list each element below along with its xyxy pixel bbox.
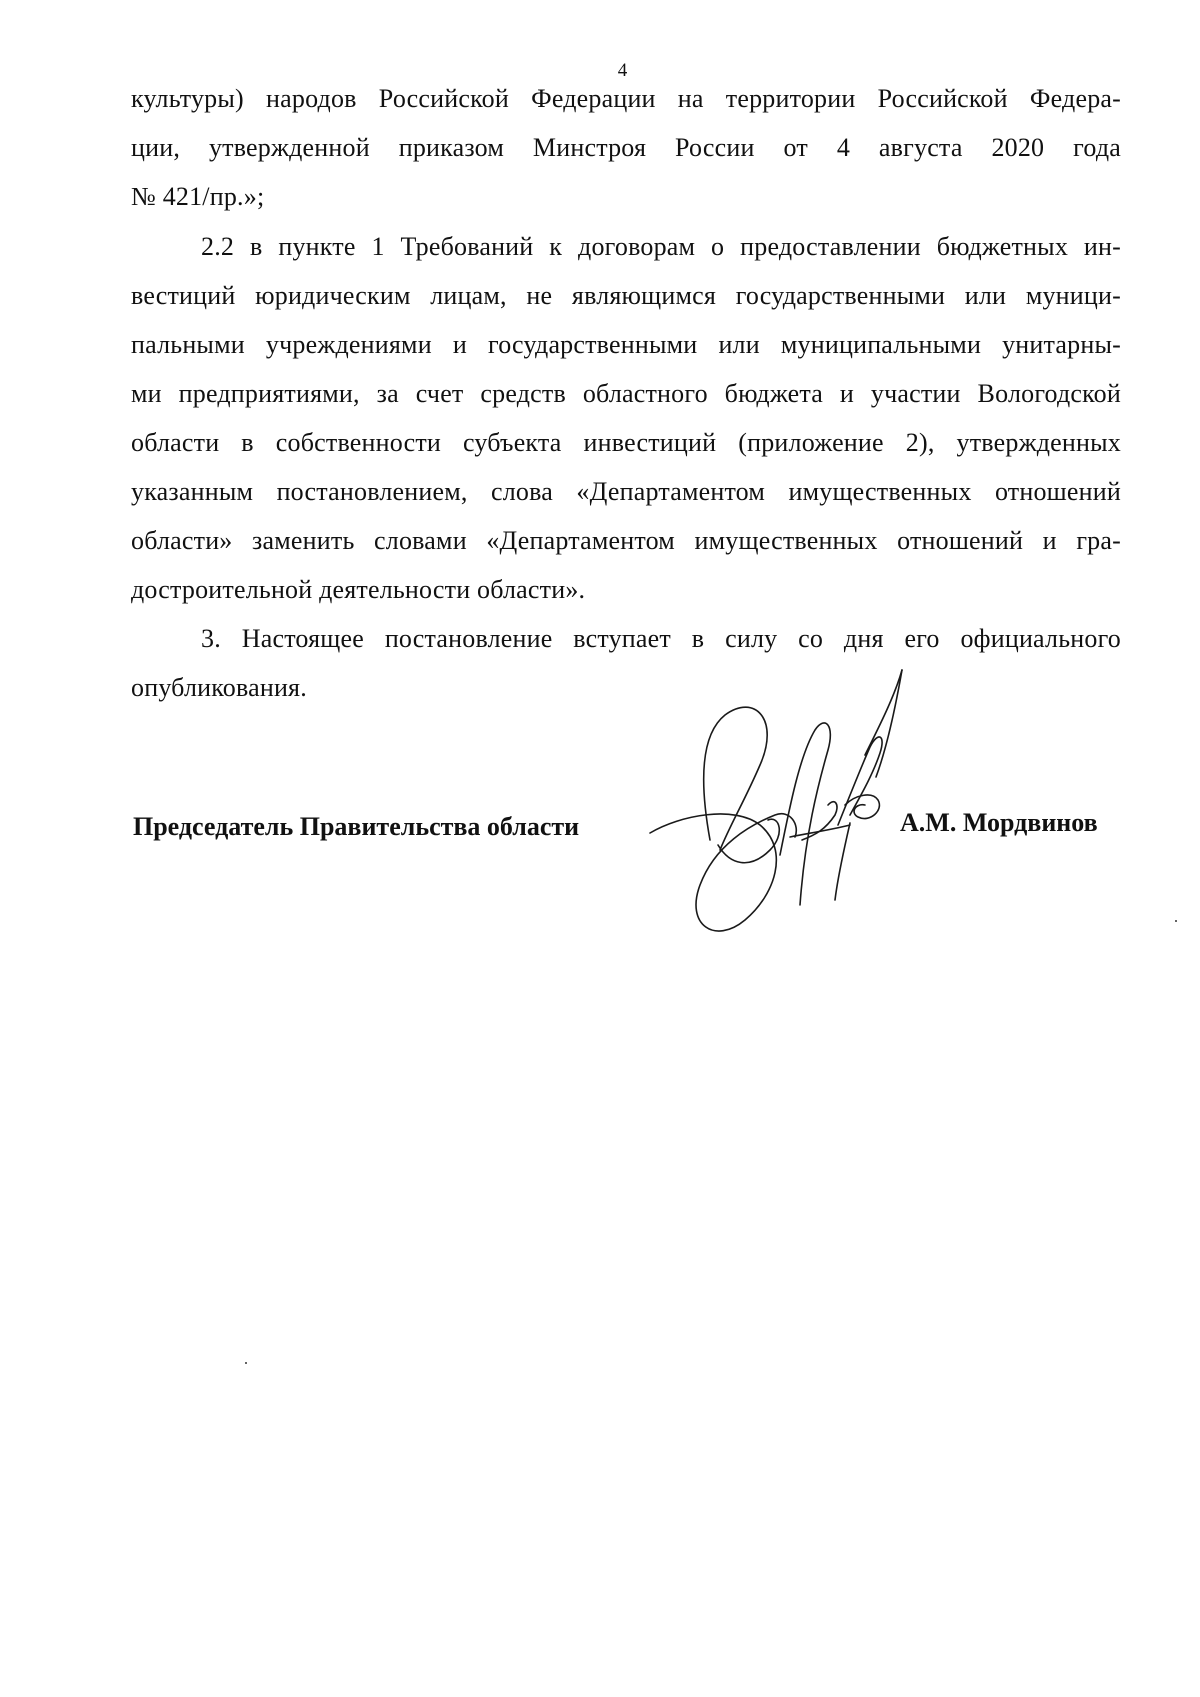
text-line: области» заменить словами «Департаментом имущественных отношений и гра- xyxy=(131,526,1121,555)
text-line: опубликования. xyxy=(131,673,307,702)
text-line: области в собственности субъекта инвестиций (приложение 2), утвержденных xyxy=(131,428,1121,457)
text-line: № 421/пр.»; xyxy=(131,182,265,211)
signature-strokes xyxy=(650,670,902,931)
paragraph-3 xyxy=(131,614,1121,712)
paragraph-continuation xyxy=(131,74,1121,221)
paragraph-2-2 xyxy=(131,222,1121,614)
scan-speck xyxy=(245,1362,247,1364)
page-number: 4 xyxy=(617,60,628,81)
handwritten-signature xyxy=(640,665,910,940)
text-line: ции, утвержденной приказом Минстроя России от 4 августа 2020 года xyxy=(131,133,1121,162)
text-line: достроительной деятельности области». xyxy=(131,575,586,604)
text-line: указанным постановлением, слова «Департаментом имущественных отношений xyxy=(131,477,1121,506)
text-line: 3. Настоящее постановление вступает в силу со дня его официального xyxy=(201,624,1121,653)
text-line: 2.2 в пункте 1 Требований к договорам о предоставлении бюджетных ин- xyxy=(201,232,1121,261)
text-line: культуры) народов Российской Федерации на территории Российской Федера- xyxy=(131,84,1121,113)
scan-speck xyxy=(1175,920,1177,922)
text-line: пальными учреждениями и государственными или муниципальными унитарны- xyxy=(131,330,1121,359)
text-line: ми предприятиями, за счет средств областного бюджета и участии Вологодской xyxy=(131,379,1121,408)
text-line: вестиций юридическим лицам, не являющимся государственными или муници- xyxy=(131,281,1121,310)
signatory-name: А.М. Мордвинов xyxy=(900,808,1098,837)
signatory-title: Председатель Правительства области xyxy=(133,812,580,841)
